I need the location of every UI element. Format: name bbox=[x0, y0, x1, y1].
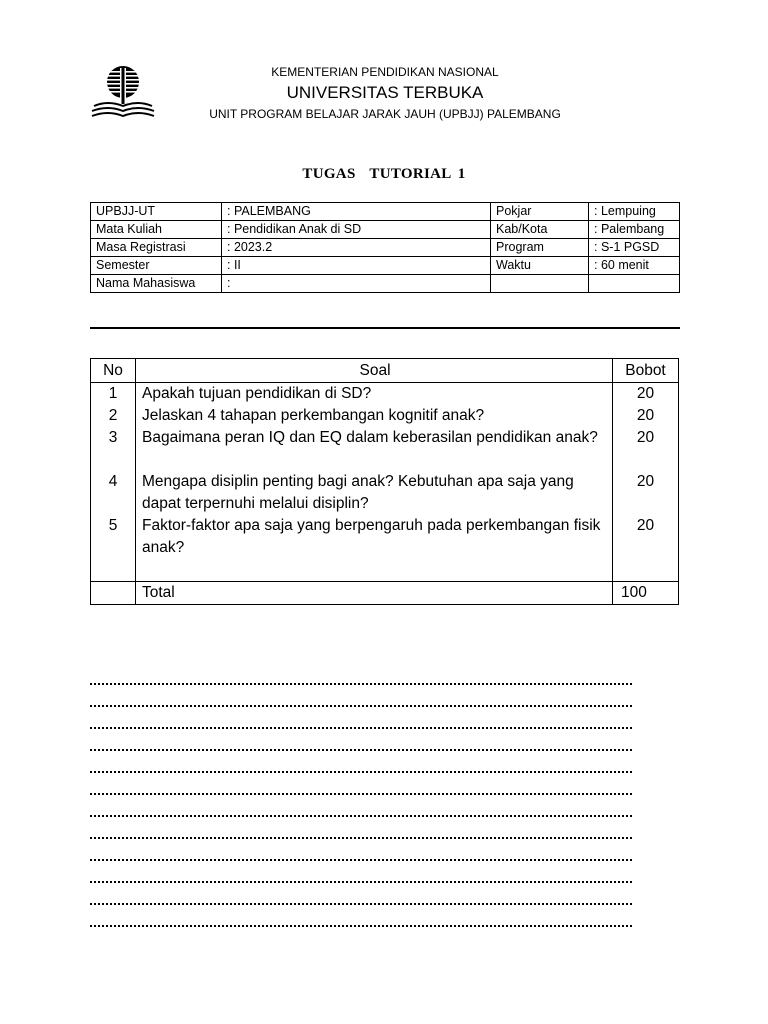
info-row bbox=[91, 239, 680, 257]
header-soal: Soal bbox=[136, 359, 613, 383]
ministry-heading: KEMENTERIAN PENDIDIKAN NASIONAL bbox=[271, 65, 499, 79]
info-value: : Pendidikan Anak di SD bbox=[222, 221, 491, 239]
question-row bbox=[91, 427, 679, 471]
answer-line bbox=[90, 881, 632, 883]
question-bobot: 20 bbox=[613, 383, 679, 406]
header-no: No bbox=[91, 359, 136, 383]
question-number: 2 bbox=[91, 405, 136, 427]
info-value: : bbox=[222, 275, 491, 293]
question-number: 3 bbox=[91, 427, 136, 471]
info-label: Mata Kuliah bbox=[91, 221, 222, 239]
question-text: Bagaimana peran IQ dan EQ dalam keberasilan pendidikan anak? bbox=[136, 427, 613, 471]
info-table bbox=[90, 202, 680, 293]
total-row bbox=[91, 582, 679, 605]
question-text: Jelaskan 4 tahapan perkembangan kognitif anak? bbox=[136, 405, 613, 427]
question-bobot: 20 bbox=[613, 405, 679, 427]
answer-line bbox=[90, 815, 632, 817]
question-text: Faktor-faktor apa saja yang berpengaruh pada perkembangan fisik anak? bbox=[136, 515, 613, 559]
info-value: : Palembang bbox=[589, 221, 680, 239]
info-label: Pokjar bbox=[491, 203, 589, 221]
total-empty-cell bbox=[91, 582, 136, 605]
spacer-row bbox=[91, 559, 679, 582]
info-label: Nama Mahasiswa bbox=[91, 275, 222, 293]
answer-line bbox=[90, 837, 632, 839]
info-value: : S-1 PGSD bbox=[589, 239, 680, 257]
info-row bbox=[91, 221, 680, 239]
universitas-terbuka-logo bbox=[90, 62, 156, 122]
question-bobot: 20 bbox=[613, 427, 679, 471]
question-row bbox=[91, 383, 679, 406]
questions-header-row bbox=[91, 359, 679, 383]
question-text: Apakah tujuan pendidikan di SD? bbox=[136, 383, 613, 406]
document-title: TUGAS TUTORIAL 1 bbox=[302, 166, 466, 182]
answer-line bbox=[90, 925, 632, 927]
divider-line bbox=[90, 327, 680, 329]
answer-line bbox=[90, 859, 632, 861]
info-value: : Lempuing bbox=[589, 203, 680, 221]
info-label: UPBJJ-UT bbox=[91, 203, 222, 221]
question-number: 4 bbox=[91, 471, 136, 515]
info-row bbox=[91, 257, 680, 275]
question-row bbox=[91, 471, 679, 515]
info-label: Kab/Kota bbox=[491, 221, 589, 239]
info-label: Masa Registrasi bbox=[91, 239, 222, 257]
questions-table bbox=[90, 358, 679, 605]
question-number: 5 bbox=[91, 515, 136, 559]
info-row bbox=[91, 275, 680, 293]
answer-line bbox=[90, 683, 632, 685]
info-label: Semester bbox=[91, 257, 222, 275]
answer-line bbox=[90, 727, 632, 729]
info-value: : II bbox=[222, 257, 491, 275]
answer-line bbox=[90, 749, 632, 751]
university-heading: UNIVERSITAS TERBUKA bbox=[286, 83, 484, 102]
unit-heading: UNIT PROGRAM BELAJAR JARAK JAUH (UPBJJ) PALEMBANG bbox=[209, 107, 561, 121]
question-bobot: 20 bbox=[613, 515, 679, 559]
info-label: Program bbox=[491, 239, 589, 257]
info-value bbox=[589, 275, 680, 293]
answer-line bbox=[90, 705, 632, 707]
question-number: 1 bbox=[91, 383, 136, 406]
answer-line bbox=[90, 903, 632, 905]
question-text: Mengapa disiplin penting bagi anak? Kebutuhan apa saja yang dapat terpernuhi melalui disiplin? bbox=[136, 471, 613, 515]
total-value: 100 bbox=[613, 582, 679, 605]
header-bobot: Bobot bbox=[613, 359, 679, 383]
info-value: : PALEMBANG bbox=[222, 203, 491, 221]
answer-line bbox=[90, 771, 632, 773]
info-value: : 2023.2 bbox=[222, 239, 491, 257]
question-row bbox=[91, 515, 679, 559]
info-row bbox=[91, 203, 680, 221]
total-label: Total bbox=[136, 582, 613, 605]
info-label: Waktu bbox=[491, 257, 589, 275]
answer-line bbox=[90, 793, 632, 795]
question-row bbox=[91, 405, 679, 427]
info-label bbox=[491, 275, 589, 293]
question-bobot: 20 bbox=[613, 471, 679, 515]
info-value: : 60 menit bbox=[589, 257, 680, 275]
